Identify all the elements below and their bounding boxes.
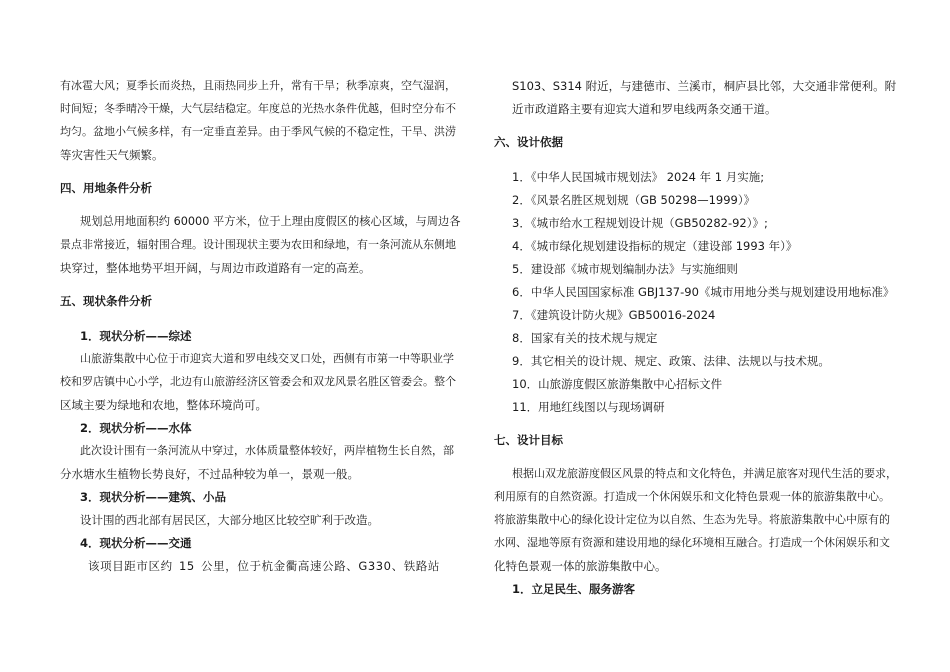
heading-design-basis: 六、设计依据 xyxy=(494,135,563,149)
climate-line-1: 有冰雹大风；夏季长而炎热，且雨热同步上升，常有干旱；秋季凉爽，空气湿润， xyxy=(60,79,456,92)
climate-line-4: 等灾害性天气频繁。 xyxy=(60,148,164,162)
basis-item-11: 11．用地红线图以与现场调研 xyxy=(512,400,665,414)
land-line-3: 块穿过，整体地势平坦开阔，与周边市政道路有一定的高差。 xyxy=(60,261,371,275)
traffic-cont-line-1: S103、S314 附近，与建德市、兰溪市，桐庐县比邻，大交通非常便利。附 xyxy=(512,79,897,93)
subheading-buildings: 3．现状分析——建筑、小品 xyxy=(80,490,227,504)
basis-item-4: 4．《城市绿化规划建设指标的规定（建设部 1993 年）》 xyxy=(512,239,798,253)
buildings-line-1: 设计围的西北部有居民区，大部分地区比较空旷利于改造。 xyxy=(80,513,379,527)
land-line-1: 规划总用地面积约 60000 平方米，位于上理由度假区的核心区域，与周边各 xyxy=(80,215,461,228)
heading-current-conditions: 五、现状条件分析 xyxy=(60,294,152,308)
overview-line-1: 山旅游集散中心位于市迎宾大道和罗电线交叉口处，西侧有市第一中等职业学 xyxy=(80,352,454,365)
basis-item-3: 3．《城市给水工程规划设计规（GB50282-92）》; xyxy=(512,216,768,230)
climate-line-2: 时间短；冬季晴冷干燥，大气层结稳定。年度总的光热水条件优越，但时空分布不 xyxy=(60,102,456,115)
subheading-overview: 1．现状分析——综述 xyxy=(80,329,192,343)
basis-item-1: 1．《中华人民国城市规划法》 2024 年 1 月实施; xyxy=(512,170,765,184)
overview-line-2: 校和罗店镇中心小学，北边有山旅游经济区管委会和双龙风景名胜区管委会。整个 xyxy=(60,375,456,388)
land-line-2: 景点非常接近，辐射围合理。设计围现状主要为农田和绿地，有一条河流从东侧地 xyxy=(60,238,456,251)
traffic-line-1: 该项目距市区约 15 公里，位于杭金衢高速公路、G330、铁路站 xyxy=(88,559,441,573)
goal-line-3: 将旅游集散中心的绿化设计定位为以自然、生态为先导。将旅游集散中心中原有的 xyxy=(494,513,890,526)
water-line-1: 此次设计围有一条河流从中穿过，水体质量整体较好，两岸植物生长自然，部 xyxy=(80,444,454,457)
basis-item-2: 2．《风景名胜区规划规（GB 50298—1999）》 xyxy=(512,193,756,207)
goal-line-4: 水网、湿地等原有资源和建设用地的绿化环境相互融合。打造成一个休闲娱乐和文 xyxy=(494,536,890,549)
overview-line-3: 区域主要为绿地和农地，整体环境尚可。 xyxy=(60,398,267,412)
traffic-cont-line-2: 近市政道路主要有迎宾大道和罗电线两条交通干道。 xyxy=(512,102,777,116)
goal-line-1: 根据山双龙旅游度假区风景的特点和文化特色，并满足旅客对现代生活的要求， xyxy=(512,467,897,480)
basis-item-7: 7．《建筑设计防火规》GB50016-2024 xyxy=(512,308,716,322)
subheading-traffic: 4．现状分析——交通 xyxy=(80,536,192,550)
basis-item-5: 5．建设部《城市规划编制办法》与实施细则 xyxy=(512,262,738,276)
goal-line-2: 利用原有的自然资源。打造成一个休闲娱乐和文化特色景观一体的旅游集散中心。 xyxy=(494,490,890,503)
basis-item-9: 9．其它相关的设计规、规定、政策、法律、法规以与技术规。 xyxy=(512,354,830,368)
climate-line-3: 均匀。盆地小气候多样，有一定垂直差异。由于季风气候的不稳定性，干旱、洪涝 xyxy=(60,125,456,138)
heading-land-conditions: 四、用地条件分析 xyxy=(60,181,152,195)
basis-item-6: 6．中华人民国国家标准 GBJ137-90《城市用地分类与规划建设用地标准》 xyxy=(512,285,895,299)
subheading-water: 2．现状分析——水体 xyxy=(80,421,192,435)
basis-item-8: 8．国家有关的技术规与规定 xyxy=(512,331,658,345)
basis-item-10: 10．山旅游度假区旅游集散中心招标文件 xyxy=(512,377,723,391)
subheading-people-tourists: 1．立足民生、服务游客 xyxy=(512,582,636,596)
water-line-2: 分水塘水生植物长势良好，不过品种较为单一，景观一般。 xyxy=(60,467,359,481)
heading-design-goals: 七、设计目标 xyxy=(494,433,563,447)
goal-line-5: 化特色景观一体的旅游集散中心。 xyxy=(494,559,667,573)
